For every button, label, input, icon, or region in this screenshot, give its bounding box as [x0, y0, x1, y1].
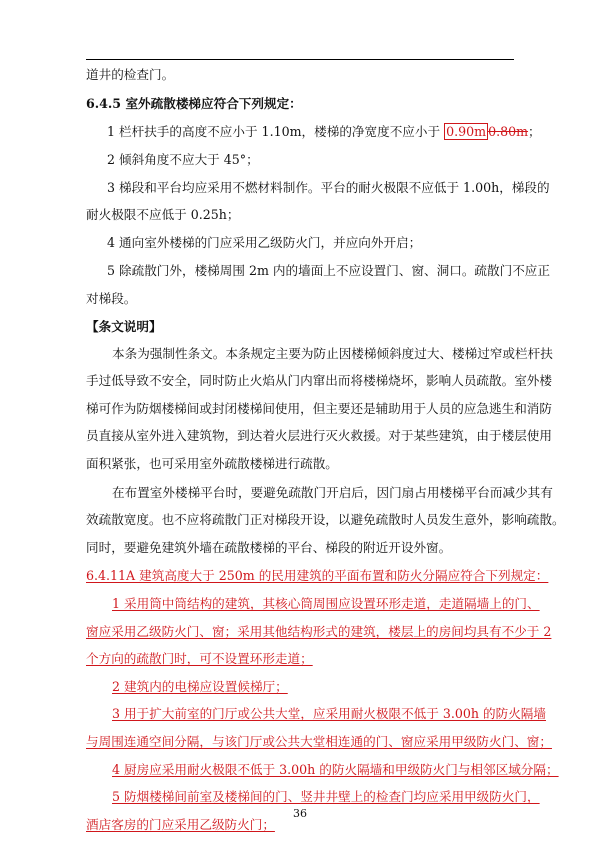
paragraph-line: 在布置室外楼梯平台时，要避免疏散门开启后，因门扇占用楼梯平台而减少其有 [112, 485, 553, 500]
deleted-value: 0.80m [488, 124, 529, 139]
list-item [107, 124, 541, 140]
paragraph-line: 员直接从室外进入建筑物，到达着火层进行灭火救援。对于某些建筑，由于楼层使用 [86, 428, 552, 443]
paragraph-line: 手过低导致不安全，同时防止火焰从门内窜出而将楼梯烧坏，影响人员疏散。室外楼 [86, 373, 552, 388]
item-text: 1 栏杆扶手的高度不应小于 1.10m，楼梯的净宽度不应小于 [107, 124, 445, 139]
list-item: 2 倾斜角度不应大于 45°； [107, 152, 259, 167]
added-list-item: 2 建筑内的电梯应设置候梯厅； [112, 679, 288, 694]
added-list-item-continued: 窗应采用乙级防火门、窗；采用其他结构形式的建筑，楼层上的房间均具有不少于 2 [86, 624, 552, 639]
added-list-item: 4 厨房应采用耐火极限不低于 3.00h 的防火隔墙和甲级防火门与相邻区域分隔； [112, 762, 559, 777]
revised-value-box: 0.90m [446, 124, 487, 139]
paragraph-line: 面积紧张，也可采用室外疏散楼梯进行疏散。 [86, 456, 338, 471]
header-rule [86, 59, 514, 60]
list-item: 3 梯段和平台均应采用不燃材料制作。平台的耐火极限不应低于 1.00h，梯段的 [107, 180, 550, 195]
list-item-continued: 耐火极限不应低于 0.25h； [86, 207, 240, 222]
added-list-item: 1 采用筒中筒结构的建筑，其核心筒周围应设置环形走道，走道隔墙上的门、 [112, 596, 540, 611]
paragraph-line: 效疏散宽度。也不应将疏散门正对梯段开设，以避免疏散时人员发生意外，影响疏散。 [86, 512, 565, 527]
explanation-heading: 【条文说明】 [86, 319, 162, 334]
clause-heading: 6.4.5 室外疏散楼梯应符合下列规定： [86, 96, 302, 111]
text-line: 道井的检查门。 [86, 67, 175, 82]
added-clause-heading: 6.4.11A 建筑高度大于 250m 的民用建筑的平面布置和防火分隔应符合下列规定： [86, 568, 549, 583]
item-suffix: ； [528, 124, 541, 139]
paragraph-line: 梯可作为防烟楼梯间或封闭楼梯间使用，但主要还是辅助用于人员的应急逃生和消防 [86, 401, 552, 416]
list-item-continued: 对梯段。 [86, 291, 137, 306]
added-list-item-continued: 与周围连通空间分隔，与该门厅或公共大堂相连通的门、窗应采用甲级防火门、窗； [86, 734, 552, 749]
page-number: 36 [293, 807, 307, 820]
added-list-item: 3 用于扩大前室的门厅或公共大堂，应采用耐火极限不低于 3.00h 的防火隔墙 [112, 706, 546, 721]
list-item: 5 除疏散门外，楼梯周围 2m 内的墙面上不应设置门、窗、洞口。疏散门不应正 [107, 263, 550, 278]
paragraph-line: 本条为强制性条文。本条规定主要为防止因楼梯倾斜度过大、楼梯过窄或栏杆扶 [112, 346, 553, 361]
added-list-item-continued: 个方向的疏散门时，可不设置环形走道； [86, 651, 313, 666]
added-list-item-continued: 酒店客房的门应采用乙级防火门； [86, 817, 275, 832]
paragraph-line: 同时，要避免建筑外墙在疏散楼梯的平台、梯段的附近开设外窗。 [86, 540, 452, 555]
added-list-item: 5 防烟楼梯间前室及楼梯间的门、竖井井壁上的检查门均应采用甲级防火门， [112, 789, 540, 804]
list-item: 4 通向室外楼梯的门应采用乙级防火门，并应向外开启； [107, 235, 422, 250]
